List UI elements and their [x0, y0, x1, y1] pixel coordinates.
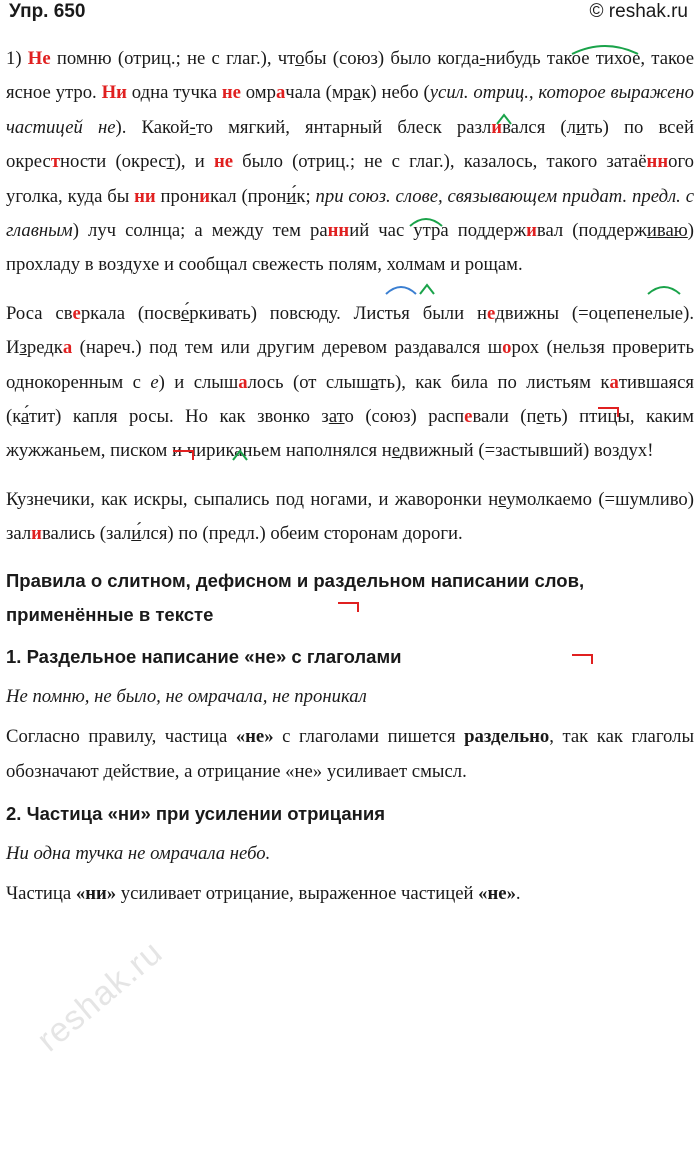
text-run: лось (от слыш [247, 371, 371, 393]
text-run: - [189, 116, 196, 138]
text-run: не [221, 82, 241, 104]
text-paragraph-2 [6, 297, 694, 469]
text-run: рох (нельзя проверить однокоренным с [6, 337, 694, 393]
text-run: с глаголами пишется [273, 726, 465, 748]
text-run: а [609, 371, 619, 393]
text-run: вались (зал [41, 523, 132, 545]
text-run: вал (поддерж [536, 220, 647, 242]
text-run: «не» [235, 726, 274, 748]
text-run: «ни» [75, 883, 117, 905]
text-run: прон [155, 185, 200, 207]
text-run: ), и [174, 151, 214, 173]
text-run: движный (=застывший) воздух! [399, 440, 654, 462]
text-run: и [491, 116, 503, 138]
text-run: кал (прон [210, 185, 287, 207]
text-run: 1) [6, 48, 28, 69]
watermark: reshak.ru [30, 933, 170, 1060]
text-run: помню (отриц.; не с глаг.), чт [50, 48, 296, 69]
rule-1-title: 1. Раздельное написание «не» с глаголами [6, 645, 402, 667]
text-run: ркивать) повсюду. Листья были н [189, 302, 487, 324]
text-run: вали (п [472, 406, 537, 428]
text-run: Кузнечики, как искры, сыпались под ногами, и жаворонки н [6, 488, 499, 510]
text-run: ). Какой [115, 116, 190, 138]
text-run: чала (мр [285, 82, 354, 104]
text-run: (нареч.) под тем или другим деревом раздавался ш [72, 337, 503, 359]
rule-2-title: 2. Частица «ни» при усилении отрицания [6, 802, 386, 824]
text-run: омр [240, 82, 276, 104]
text-run: и [526, 220, 537, 242]
text-run: нн [646, 151, 669, 173]
page-header [6, 0, 694, 34]
suffix-arc-icon [646, 282, 682, 296]
text-run: умолкаемо (=шумливо) зал [6, 488, 694, 545]
text-run: к; [296, 185, 316, 207]
text-run: нн [327, 220, 350, 242]
text-run: тит) капля росы. Но как звонко з [28, 406, 329, 428]
text-run: Частица [6, 883, 76, 905]
text-run: Не [27, 48, 51, 69]
text-run: ого уголка, куда бы [6, 151, 694, 207]
exercise-title: Упр. 650 [9, 1, 86, 22]
text-run: лся) по (предл.) обеим сторонам дороги. [141, 523, 463, 545]
text-run: а [353, 82, 362, 104]
rule-2-example: Ни одна тучка не омрачала небо. [6, 842, 271, 864]
text-run: - [479, 48, 486, 69]
text-run: при союз. слове, связывающем придат. предл. с главным [6, 185, 694, 242]
text-run: е [391, 440, 400, 462]
text-run: бы (союз) было когда [304, 48, 480, 69]
text-run: и [575, 116, 586, 138]
suffix-arc-icon [418, 282, 436, 296]
text-run: усил. отриц., которое выражено частицей не [6, 82, 694, 138]
text-run: а [370, 371, 379, 393]
text-run: к) небо ( [361, 82, 430, 104]
text-run: т [50, 151, 61, 173]
root-arc-icon [384, 282, 418, 296]
text-run: ) луч солнца; а между тем ра [72, 220, 328, 242]
text-run: а [238, 371, 248, 393]
rule-1-text [6, 720, 694, 789]
copyright-label: © reshak.ru [589, 1, 688, 22]
text-run: е́ [180, 302, 190, 324]
text-run: редк [26, 337, 63, 359]
text-run: и́ [131, 523, 142, 545]
text-run: и [31, 523, 42, 545]
text-run: . [515, 883, 521, 905]
text-run: , так как глаголы обозначают действие, а отрицание «не» усиливает смысл. [6, 726, 694, 782]
text-run: ть) птицы, каким жужжаньем, писком и чириканьем наполнялся н [6, 406, 694, 462]
text-run: о [295, 48, 305, 69]
rule-1-examples: Не помню, не было, не омрачала, не проникал [6, 685, 367, 707]
text-run: е [498, 488, 507, 510]
text-run: было (отриц.; не с глаг.), казалось, такого затаё [233, 151, 647, 173]
text-run: ) прохладу в воздухе и сообщал свежесть полям, холмам и рощам. [6, 220, 694, 276]
text-run: ) и слыш [158, 371, 239, 393]
rule-2-text [6, 877, 694, 911]
text-run: Согласно правилу, частица [6, 726, 236, 748]
text-run: о (союз) расп [344, 406, 465, 428]
text-run: ни [134, 185, 156, 207]
text-run: «не» [478, 883, 516, 905]
text-run: з [19, 337, 27, 359]
text-run: ть) по всей окрес [6, 116, 694, 173]
text-run: не [213, 151, 233, 173]
text-run: ат [328, 406, 345, 428]
text-run: усиливает отрицание, выраженное частицей [116, 883, 479, 905]
text-run: е [150, 371, 159, 393]
rules-heading: Правила о слитном, дефисном и раздельном написании слов, применённые в тексте [6, 569, 585, 625]
text-paragraph-3 [6, 483, 694, 552]
text-run: е [72, 302, 81, 324]
text-run: ности (окрес [60, 151, 167, 173]
text-run: и [199, 185, 211, 207]
text-paragraph-1 [6, 42, 694, 283]
text-run: вался (л [502, 116, 576, 138]
text-run: е [464, 406, 473, 428]
text-run: движны (=оцепенелые). И [6, 302, 694, 359]
text-run: Роса св [6, 302, 73, 324]
text-run: о [502, 337, 512, 359]
text-run: тившаяся (к [6, 371, 694, 428]
text-run: и́ [286, 185, 297, 207]
text-run: ть), как била по листьям к [378, 371, 610, 393]
text-run: Ни [101, 82, 127, 104]
text-run: раздельно [464, 726, 550, 748]
text-run: а [275, 82, 286, 104]
text-run: а́ [21, 406, 29, 428]
text-run: ркала (посв [80, 302, 181, 324]
text-run: то мягкий, янтарный блеск разл [195, 116, 492, 138]
text-run: е [536, 406, 545, 428]
text-run: иваю [646, 220, 688, 242]
text-run: нибудь такое тихое, такое ясное утро. [6, 48, 694, 104]
text-run: одна тучка [126, 82, 222, 104]
text-run: а [62, 337, 73, 359]
text-run: е [486, 302, 496, 324]
text-run: т [166, 151, 175, 173]
text-run: ий час утра поддерж [349, 220, 527, 242]
